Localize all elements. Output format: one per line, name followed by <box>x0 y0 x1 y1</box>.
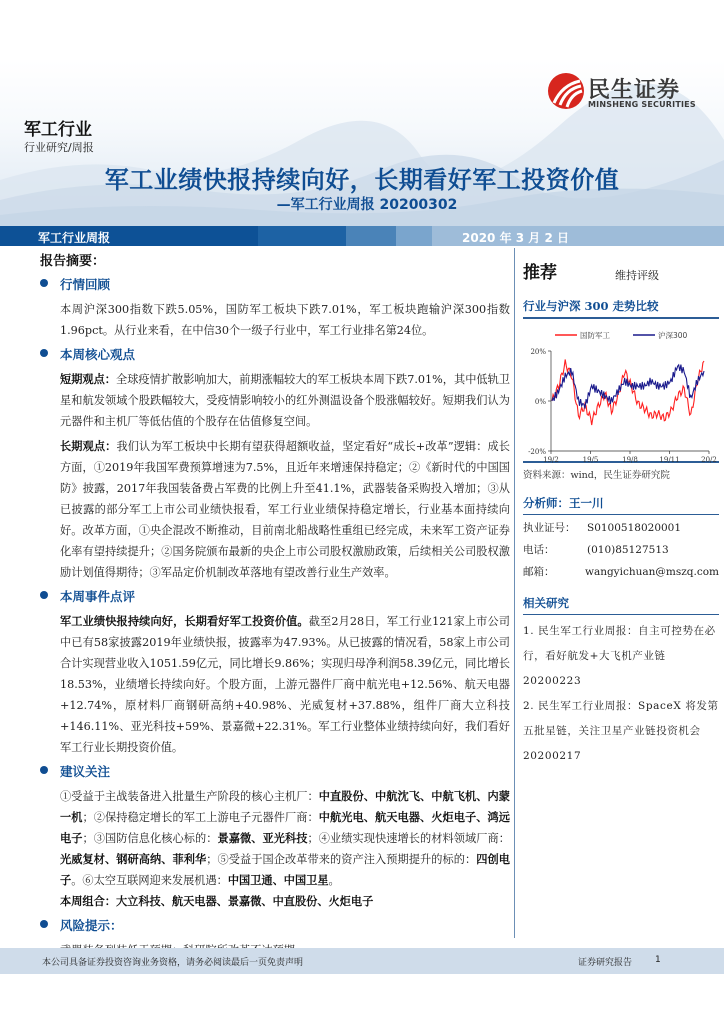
report-type: 行业研究/周报 <box>24 141 94 154</box>
svg-text:沪深300: 沪深300 <box>658 331 688 340</box>
recommendation: 推荐 <box>523 263 557 283</box>
svg-text:19/8: 19/8 <box>622 456 638 463</box>
sidebar <box>523 258 719 769</box>
summary-heading: 报告摘要： <box>40 254 106 269</box>
related-research-item[interactable]: 1. 民生军工行业周报：自主可控势在必行，看好航发+大飞机产业链 20200223 <box>523 625 716 687</box>
svg-text:0%: 0% <box>534 398 546 406</box>
rating-status: 维持评级 <box>615 269 659 282</box>
section-heading-core-views: 本周核心观点 <box>40 345 510 363</box>
report-title: 军工业绩快报持续向好，长期看好军工投资价值 <box>104 166 620 194</box>
company-logo <box>548 73 698 115</box>
report-summary <box>40 250 510 965</box>
section-heading-market-review: 行情回顾 <box>40 275 510 293</box>
column-divider <box>514 248 515 938</box>
svg-text:-20%: -20% <box>528 448 546 456</box>
analyst-email: 邮箱： wangyichuan@mszq.com <box>523 566 719 578</box>
section-heading-suggested-focus: 建议关注 <box>40 762 510 780</box>
report-subtitle: —军工行业周报 20200302 <box>276 197 458 213</box>
weekly-portfolio: 本周组合：大立科技、航天电器、景嘉微、中直股份、火炬电子 <box>60 894 374 908</box>
bullet-icon <box>40 591 48 599</box>
svg-text:19/11: 19/11 <box>659 456 680 463</box>
svg-text:19/5: 19/5 <box>582 456 599 463</box>
footer-doc-type: 证券研究报告 <box>578 958 633 968</box>
logo-icon <box>548 73 584 109</box>
suggested-focus-text: ①受益于主战装备进入批量生产阶段的核心主机厂：中直股份、中航沈飞、中航飞机、内蒙一机；②保持稳定增长的军工上游电子元器件厂商：中航光电、航天电器、火炬电子、鸿远电子；③国防信息化核心标的：景嘉微、亚光科技；④业绩实现快速增长的材料领域厂商：光威复材、钢研高纳、菲利华；⑤受益于国企改革带来的资产注入预期提升的标的：四创电子。⑥太空互联网迎来发展机遇：中国卫通、中国卫星。 <box>60 789 510 887</box>
bullet-icon <box>40 920 48 928</box>
related-research-item[interactable]: 2. 民生军工行业周报：SpaceX 将发第五批星链，关注卫星产业链投资机会 20200217 <box>523 700 719 762</box>
long-term-view: 长期观点：我们认为军工板块中长期有望获得超额收益，坚定看好“成长+改革”逻辑：成长方面，①2019年我国军费预算增速为7.5%，且近年来增速保持稳定；②《新时代的中国国防》披露，2017年我国装备费占军费的比例上升至41.1%，武器装备采购投入增加；③从已披露的部分军工上市公司业绩快报看，军工行业业绩保持稳定增长，行业基本面持续向好。改革方面，①央企混改不断推动，目前南北船战略性重组已经完成，未来军工资产证券化率有望持续提升；②国务院颁布最新的央企上市公司股权激励政策，后续相关公司股权激励计划值得期待；③军品定价机制改革落地有望改善行业生产效率。 <box>60 439 510 579</box>
section-heading-event-review: 本周事件点评 <box>40 587 510 605</box>
svg-text:国防军工: 国防军工 <box>580 331 610 340</box>
event-review-text: 军工业绩快报持续向好，长期看好军工投资价值。截至2月28日，军工行业121家上市公司中已有58家披露2019年业绩快报，披露率为47.93%。从已披露的情况看，58家上市公司合计实现营业收入1051.59亿元，同比增长9.86%；实现归母净利润58.39亿元，同比增长18.53%，业绩增长持续向好。个股方面，上游元器件厂商中航光电+12.56%、航天电器+12.74%，原材料厂商钢研高纳+40.98%、光威复材+37.88%，组件厂商大立科技+146.11%、亚光科技+59%、景嘉微+22.31%。军工行业整体业绩持续向好，我们看好军工行业长期投资价值。 <box>60 614 510 754</box>
analyst-heading: 分析师：王一川 <box>523 495 719 515</box>
footer-disclaimer: 本公司具备证券投资咨询业务资格，请务必阅读最后一页免责声明 <box>42 958 304 968</box>
section-heading-risk: 风险提示： <box>40 916 510 934</box>
analyst-phone: 电话： (010)85127513 <box>523 544 669 556</box>
svg-text:20%: 20% <box>530 348 546 356</box>
related-research-heading: 相关研究 <box>523 595 719 615</box>
line-chart <box>523 323 719 463</box>
analyst-license: 执业证号： S0100518020001 <box>523 522 682 534</box>
chart-title: 行业与沪深 300 走势比较 <box>523 298 719 319</box>
trend-chart <box>523 323 719 463</box>
industry-label: 军工行业 <box>24 120 92 140</box>
band-report-name: 军工行业周报 <box>38 231 111 245</box>
chart-source: 资料来源：wind，民生证券研究院 <box>523 470 670 481</box>
svg-text:20/2: 20/2 <box>701 456 717 463</box>
bullet-icon <box>40 279 48 287</box>
logo-text-en: MINSHENG SECURITIES <box>588 100 696 109</box>
bullet-icon <box>40 766 48 774</box>
logo-text-cn: 民生证券 <box>588 78 681 103</box>
market-review-text: 本周沪深300指数下跌5.05%，国防军工板块下跌7.01%，军工板块跑输沪深300指数1.96pct。从行业来看，在中信30个一级子行业中，军工行业排名第24位。 <box>60 303 510 337</box>
svg-text:19/2: 19/2 <box>543 456 559 463</box>
page-number: 1 <box>655 955 661 965</box>
bullet-icon <box>40 349 48 357</box>
short-term-view: 短期观点：全球疫情扩散影响加大，前期涨幅较大的军工板块本周下跌7.01%，其中低轨卫星和航发领域个股跌幅较大，受疫情影响较小的红外测温设备个股涨幅较好。短期我们认为元器件和主机厂等低估值的个股存在估值修复空间。 <box>60 372 510 428</box>
report-date: 2020 年 3 月 2 日 <box>462 231 569 245</box>
